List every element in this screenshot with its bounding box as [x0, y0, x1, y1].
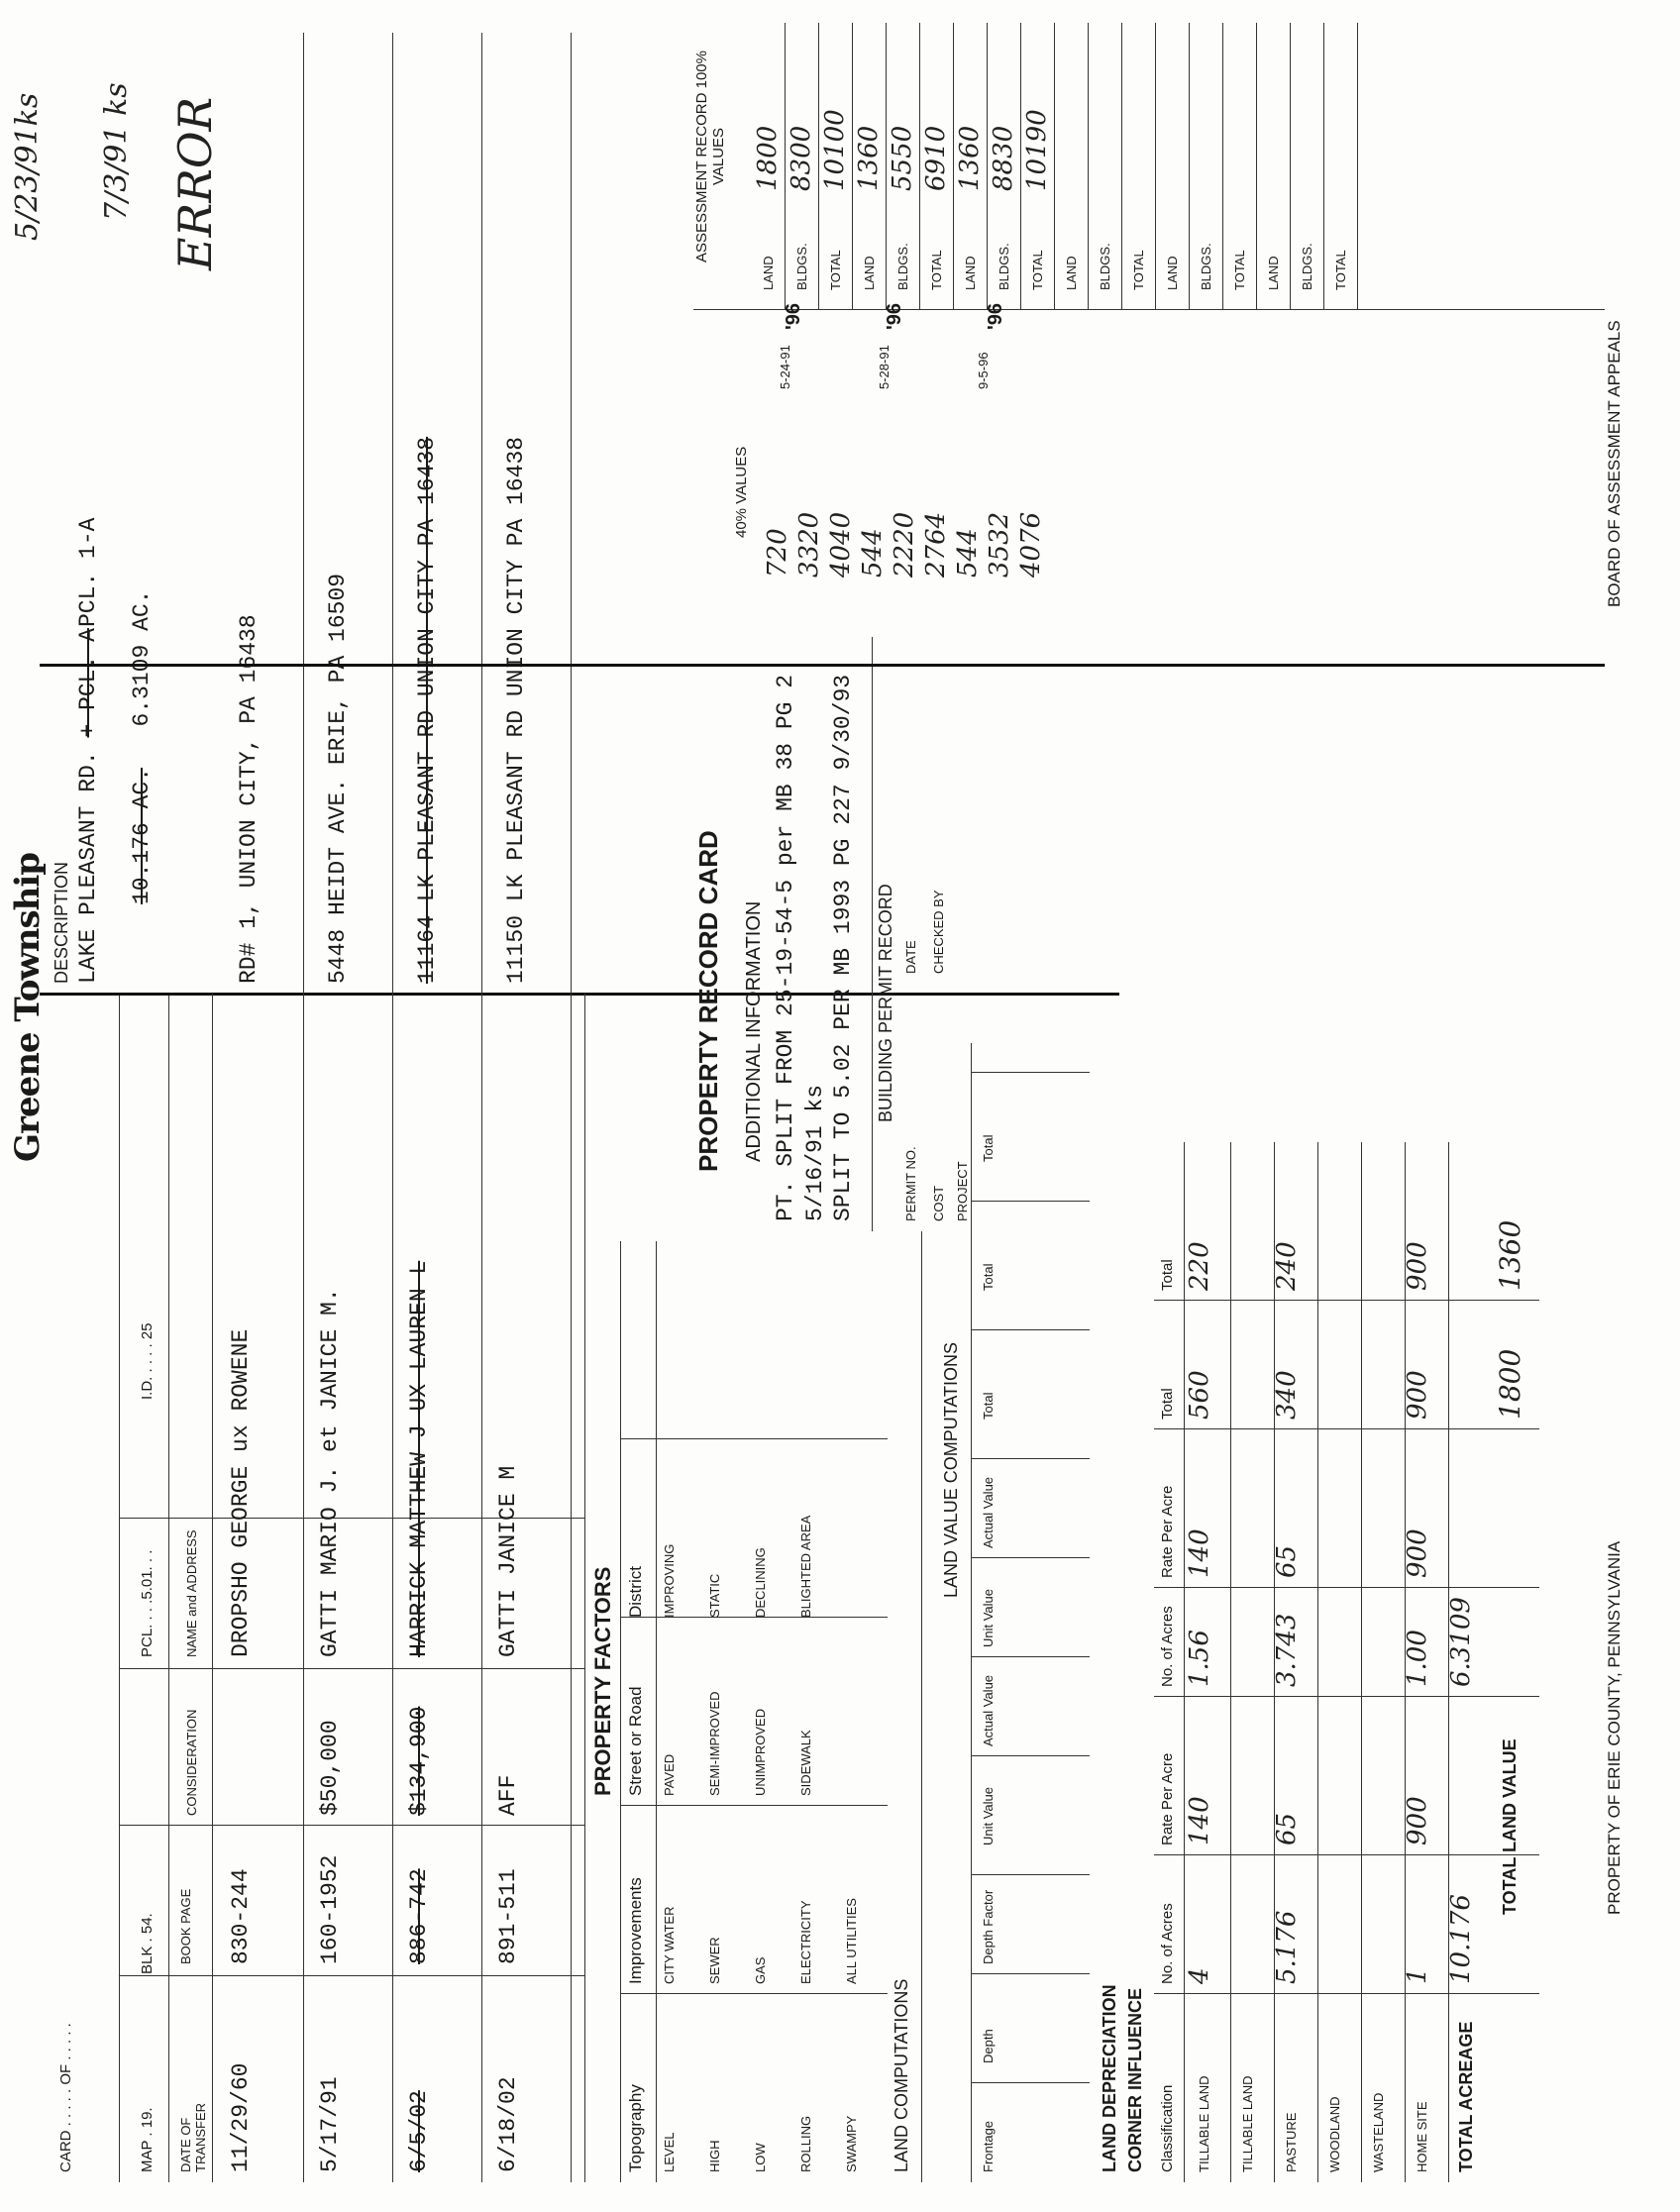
note-1: 5/23/91ks	[10, 92, 45, 241]
info-line-2: 5/16/91 ks	[802, 1084, 828, 1221]
corner-influence-title: CORNER INFLUENCE	[1125, 1987, 1145, 2172]
assessment-value: 8300	[787, 125, 816, 191]
transfer-book: 160-1952	[317, 1854, 343, 1964]
total-land-value-2: 1360	[1494, 1219, 1526, 1291]
dep-value: 140	[1185, 1796, 1214, 1845]
lc-header: Total	[981, 1263, 996, 1291]
depreciation-title: LAND DEPRECIATION	[1100, 1984, 1119, 2172]
transfer-address: 11164 LK PLEASANT RD UNION CITY PA 16438	[414, 436, 440, 984]
record-card-title: PROPERTY RECORD CARD	[693, 830, 723, 1172]
lc-header: Total	[981, 1392, 996, 1420]
assessment-label: TOTAL	[1232, 250, 1247, 290]
pf-header: District	[626, 1566, 645, 1618]
pf-district-item: BLIGHTED AREA	[798, 1515, 813, 1618]
dep-classification: PASTURE	[1284, 2112, 1299, 2172]
assessment-year: '96	[985, 302, 1006, 330]
dep-value: 1.56	[1185, 1630, 1214, 1687]
pf-improvements-item: ALL UTILITIES	[844, 1898, 859, 1984]
dep-header: Rate Per Acre	[1159, 1752, 1176, 1845]
assessment-value: 10100	[820, 109, 850, 191]
total-acreage-label: TOTAL ACREAGE	[1456, 2021, 1476, 2172]
pf-topography-item: ROLLING	[798, 2115, 813, 2172]
assessment-label: TOTAL	[1030, 250, 1045, 290]
permit-date: DATE	[903, 940, 918, 974]
assessment-value: 10190	[1022, 109, 1052, 191]
transfer-book: 830-244	[228, 1868, 254, 1964]
transfer-date: 11/29/60	[228, 2062, 254, 2172]
map-label: MAP . 19.	[139, 2107, 156, 2172]
lc-header: Unit Value	[981, 1786, 996, 1845]
assessment-label: LAND	[1064, 256, 1079, 290]
dep-value: 5.176	[1272, 1910, 1302, 1984]
township-title: Greene Township	[8, 852, 48, 1162]
transfer-date: 6/5/02	[406, 2090, 432, 2172]
lc-header: Frontage	[981, 2120, 996, 2172]
acres-struck: 10.176 AC.	[129, 767, 155, 904]
hdr-book: BOOK PAGE	[178, 1888, 193, 1964]
dep-value: 340	[1272, 1370, 1302, 1420]
assessment-label: BLDGS.	[1098, 243, 1112, 290]
assessment-label: BLDGS.	[895, 243, 910, 290]
transfer-date: 6/18/02	[495, 2076, 521, 2172]
property-factors-title: PROPERTY FACTORS	[590, 1566, 615, 1796]
dep-value: 140	[1185, 1528, 1214, 1578]
pf-district-item: IMPROVING	[662, 1543, 677, 1618]
value-date: 5-24-91	[778, 345, 792, 389]
dep-value: 220	[1185, 1241, 1214, 1291]
transfer-name: HARRICK MATTHEW J UX LAUREN L	[406, 1260, 432, 1657]
assessment-value: 5550	[888, 125, 917, 191]
assessment-label: LAND	[1165, 256, 1180, 290]
dep-header: No. of Acres	[1159, 1606, 1176, 1687]
dep-value: 3.743	[1272, 1613, 1302, 1687]
error-note: ERROR	[168, 96, 222, 270]
pf-district-item: STATIC	[707, 1573, 722, 1618]
values40-title: 40% VALUES	[733, 446, 750, 538]
lc-header: Total	[981, 1134, 996, 1162]
total-acreage-1: 10.176	[1446, 1894, 1476, 1984]
permit-project: PROJECT	[955, 1161, 970, 1221]
dep-value: 900	[1403, 1241, 1432, 1291]
assessment-label: LAND	[761, 256, 776, 290]
lc-header: Actual Value	[981, 1476, 996, 1548]
assessment-label: BLDGS.	[997, 243, 1011, 290]
assessment-label: TOTAL	[1131, 250, 1146, 290]
additional-info-label: ADDITIONAL INFORMATION	[743, 900, 765, 1162]
dep-classification: TILLABLE LAND	[1197, 2075, 1211, 2172]
dep-value: 4	[1185, 1967, 1214, 1984]
dep-header: Rate Per Acre	[1159, 1485, 1176, 1578]
acres: 6.3109 AC.	[129, 589, 155, 727]
dep-header: Total	[1159, 1388, 1176, 1420]
dep-header: No. of Acres	[1159, 1903, 1176, 1984]
total-acreage-2: 6.3109	[1446, 1597, 1476, 1687]
land-computations-title: LAND COMPUTATIONS	[892, 1978, 911, 2172]
dep-header: Classification	[1159, 2084, 1176, 2172]
assessment-value: 6910	[921, 125, 951, 191]
pf-improvements-item: GAS	[753, 1956, 768, 1984]
card-label: CARD . . . . . OF . . . . .	[57, 2023, 74, 2172]
value-date: 5-28-91	[877, 345, 892, 389]
value-40pct: 3320	[794, 511, 824, 578]
dep-value: 560	[1185, 1370, 1214, 1420]
assessment-value: 1360	[854, 125, 884, 191]
transfer-book: 886-742	[406, 1868, 432, 1964]
value-40pct: 544	[858, 528, 888, 578]
dep-header: Total	[1159, 1259, 1176, 1291]
assessment-label: LAND	[1266, 256, 1281, 290]
dep-value: 900	[1403, 1796, 1432, 1845]
pf-improvements-item: SEWER	[707, 1937, 722, 1984]
assessment-label: TOTAL	[1333, 250, 1348, 290]
description-struck: + PCL. A	[75, 628, 101, 738]
pf-district-item: DECLINING	[753, 1547, 768, 1618]
total-land-value-label: TOTAL LAND VALUE	[1500, 1738, 1520, 1915]
dep-classification: HOME SITE	[1415, 2101, 1429, 2172]
value-date: 9-5-96	[976, 352, 991, 389]
permit-checked: CHECKED BY	[931, 890, 946, 974]
pf-improvements-item: ELECTRICITY	[798, 1900, 813, 1984]
lc-header: Actual Value	[981, 1674, 996, 1746]
transfer-consideration: $134,900	[406, 1706, 432, 1816]
id-label: I.D. . . . . 25	[139, 1322, 156, 1400]
hdr-date: DATE OF TRANSFER	[178, 2102, 208, 2172]
pf-header: Improvements	[626, 1877, 645, 1984]
total-land-value-1: 1800	[1494, 1348, 1526, 1420]
pf-street-item: PAVED	[662, 1753, 677, 1796]
transfer-address: RD# 1, UNION CITY, PA 16438	[236, 614, 262, 984]
dep-value: 1.00	[1403, 1630, 1432, 1687]
pf-improvements-item: CITY WATER	[662, 1906, 677, 1984]
value-40pct: 4076	[1016, 511, 1046, 578]
assessment-value: 1360	[955, 125, 985, 191]
assessment-label: BLDGS.	[1199, 243, 1213, 290]
dep-value: 65	[1272, 1544, 1302, 1578]
permit-no: PERMIT NO.	[903, 1146, 918, 1221]
pf-header: Topography	[626, 2084, 645, 2172]
assessment-label: TOTAL	[929, 250, 944, 290]
info-line-3: SPLIT TO 5.02 PER MB 1993 PG 227 9/30/93	[830, 674, 856, 1221]
note-2: 7/3/91 ks	[99, 82, 134, 221]
pf-topography-item: LEVEL	[662, 2132, 677, 2172]
transfer-address: 5448 HEIDT AVE. ERIE, PA 16509	[325, 573, 351, 984]
value-40pct: 544	[953, 528, 983, 578]
pf-topography-item: LOW	[753, 2143, 768, 2172]
assessment-value: 1800	[753, 125, 783, 191]
assessment-label: BLDGS.	[794, 243, 809, 290]
permit-cost: COST	[931, 1185, 946, 1221]
transfer-name: GATTI MARIO J. et JANICE M.	[317, 1288, 343, 1657]
pf-street-item: UNIMPROVED	[753, 1708, 768, 1796]
dep-value: 900	[1403, 1370, 1432, 1420]
dep-classification: WASTELAND	[1371, 2092, 1386, 2172]
dep-value: 240	[1272, 1241, 1302, 1291]
description-label: DESCRIPTION	[52, 861, 71, 984]
dep-value: 1	[1403, 1967, 1432, 1984]
transfer-date: 5/17/91	[317, 2076, 343, 2172]
dep-classification: WOODLAND	[1327, 2096, 1342, 2172]
value-40pct: 3532	[985, 511, 1014, 578]
description-line1: LAKE PLEASANT RD.	[75, 751, 101, 984]
pf-header: Street or Road	[626, 1686, 645, 1796]
assessment-label: LAND	[963, 256, 978, 290]
transfer-book: 891-511	[495, 1868, 521, 1964]
transfer-name: DROPSHO GEORGE ux ROWENE	[228, 1328, 254, 1657]
hdr-name: NAME and ADDRESS	[184, 1529, 199, 1657]
assessment-label: TOTAL	[828, 250, 843, 290]
value-40pct: 2764	[921, 511, 951, 578]
pf-street-item: SIDEWALK	[798, 1730, 813, 1796]
info-line-1: PT. SPLIT FROM 25-19-54-5 per MB 38 PG 2	[773, 674, 798, 1221]
value-40pct: 4040	[826, 511, 856, 578]
pf-topography-item: SWAMPY	[844, 2115, 859, 2172]
pcl-label: PCL. . . .5.01. . .	[139, 1549, 156, 1657]
value-40pct: 720	[763, 528, 792, 578]
value-40pct: 2220	[890, 511, 919, 578]
assessment-label: BLDGS.	[1300, 243, 1314, 290]
lc-header: Depth Factor	[981, 1889, 996, 1964]
permit-title: BUILDING PERMIT RECORD	[876, 884, 895, 1122]
footer-right: BOARD OF ASSESSMENT APPEALS	[1605, 320, 1624, 607]
description-pcl: PCL. 1-A	[75, 517, 101, 627]
dep-classification: TILLABLE LAND	[1240, 2075, 1255, 2172]
transfer-consideration: AFF	[495, 1774, 521, 1816]
lc-header: Unit Value	[981, 1588, 996, 1647]
transfer-consideration: $50,000	[317, 1720, 343, 1816]
transfer-address: 11150 LK PLEASANT RD UNION CITY PA 16438	[503, 436, 529, 984]
lc-header: Depth	[981, 2029, 996, 2063]
assessment-year: '96	[884, 302, 905, 330]
land-value-title: LAND VALUE COMPUTATIONS	[941, 1341, 961, 1598]
hdr-consideration: CONSIDERATION	[184, 1709, 199, 1816]
footer-left: PROPERTY OF ERIE COUNTY, PENNSYLVANIA	[1605, 1540, 1624, 1915]
assessment-label: LAND	[862, 256, 877, 290]
assessment-value: 8830	[989, 125, 1018, 191]
blk-label: BLK . 54.	[139, 1913, 156, 1974]
dep-value: 900	[1403, 1528, 1432, 1578]
pf-street-item: SEMI-IMPROVED	[707, 1691, 722, 1796]
assessment-title: ASSESSMENT RECORD 100% VALUES	[693, 51, 727, 263]
dep-value: 65	[1272, 1812, 1302, 1845]
assessment-year: '96	[783, 302, 804, 330]
transfer-name: GATTI JANICE M	[495, 1465, 521, 1657]
pf-topography-item: HIGH	[707, 2140, 722, 2172]
